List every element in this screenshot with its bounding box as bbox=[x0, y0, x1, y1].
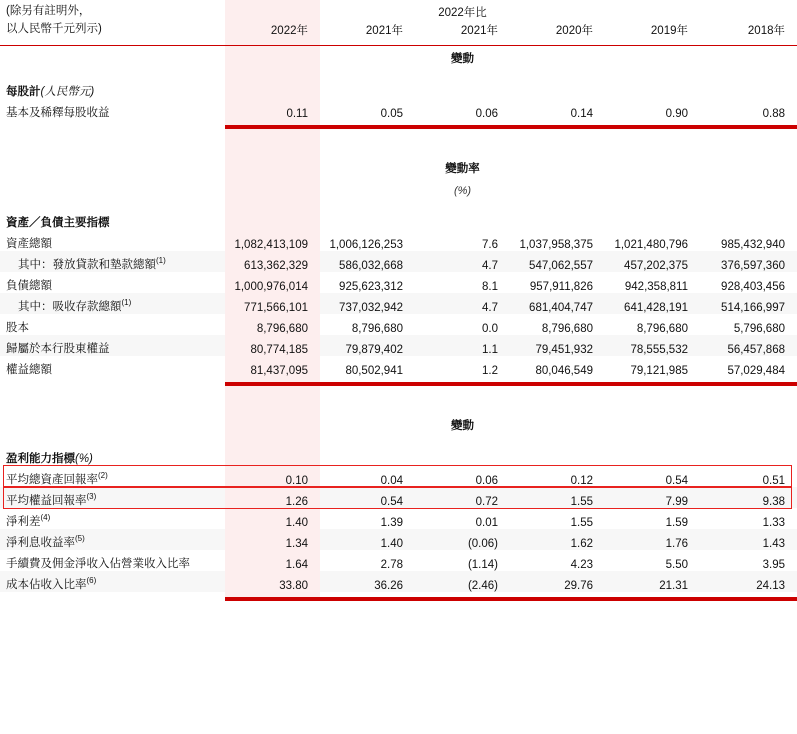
row-value-2018: 1.43 bbox=[762, 538, 785, 550]
row-label bbox=[0, 251, 225, 272]
row-value-2018: 985,432,940 bbox=[721, 239, 785, 251]
row-value-2022: 0.10 bbox=[225, 466, 320, 487]
sec0-hl bbox=[225, 78, 320, 99]
spacer-a-2 bbox=[415, 66, 510, 78]
row-value-2018: 3.95 bbox=[762, 559, 785, 571]
change-band-row-1 bbox=[0, 45, 797, 66]
row-label: 權益總額 bbox=[6, 364, 52, 376]
rule2-change bbox=[415, 377, 510, 386]
row-value-2021: 36.26 bbox=[374, 580, 403, 592]
sec1-b2 bbox=[415, 209, 510, 230]
rule1-2022 bbox=[225, 120, 320, 129]
spacer-d-hl bbox=[225, 386, 320, 412]
row-value-2022: 8,796,680 bbox=[225, 314, 320, 335]
header-ratio-label: 2022年比 bbox=[438, 7, 487, 19]
row-value-2020: 80,046,549 bbox=[535, 365, 593, 377]
col-header-ratio-2021: 2021年 bbox=[460, 25, 498, 37]
row-value-2020: 1.55 bbox=[570, 517, 593, 529]
row-value-2018: 24.13 bbox=[756, 580, 785, 592]
rule2-2018 bbox=[700, 377, 797, 386]
row-value-change: 4.7 bbox=[482, 260, 498, 272]
change-rate-blank2 bbox=[510, 155, 605, 176]
rule2-2020 bbox=[510, 377, 605, 386]
sec2-b4 bbox=[605, 445, 700, 466]
change-rate-blank3 bbox=[605, 155, 700, 176]
change-band-1-blank3 bbox=[605, 45, 700, 66]
row-value-2018: 514,166,997 bbox=[721, 302, 785, 314]
section-title-row-2 bbox=[0, 445, 797, 466]
row-label-text: 成本佔收入比率 bbox=[6, 579, 87, 591]
row-label bbox=[0, 508, 225, 529]
row-value-2022: 771,566,101 bbox=[225, 293, 320, 314]
sec0-b4 bbox=[605, 78, 700, 99]
row-value-2021: 586,032,668 bbox=[339, 260, 403, 272]
sec2-b1 bbox=[320, 445, 415, 466]
row-value-2020: 547,062,557 bbox=[529, 260, 593, 272]
row-value-change: 0.06 bbox=[475, 108, 498, 120]
change-label-1: 變動 bbox=[451, 53, 474, 65]
row-value-2022: 1,000,976,014 bbox=[225, 272, 320, 293]
row-label-footnote: (6) bbox=[86, 576, 97, 586]
table-row bbox=[0, 230, 797, 251]
row-label bbox=[0, 529, 225, 550]
spacer-c-hl bbox=[225, 197, 320, 209]
change-band-2-blank4 bbox=[700, 412, 797, 433]
row-value-2019: 8,796,680 bbox=[636, 323, 688, 335]
row-value-2020: 1.55 bbox=[570, 496, 593, 508]
row-label bbox=[0, 293, 225, 314]
change-rate-hl bbox=[225, 155, 320, 176]
row-label-text: 淨利息收益率 bbox=[6, 537, 75, 549]
row-label-text: 淨利差 bbox=[6, 516, 41, 528]
row-value-change: 8.1 bbox=[482, 281, 498, 293]
row-value-change: 0.06 bbox=[475, 475, 498, 487]
row-label: 資產總額 bbox=[6, 238, 52, 250]
header-blank-2018 bbox=[700, 0, 797, 22]
change-rate-band-row bbox=[0, 155, 797, 176]
row-label-text: 平均總資產回報率 bbox=[6, 474, 98, 486]
row-label-footnote: (4) bbox=[40, 513, 51, 523]
row-value-2021: 2.78 bbox=[380, 559, 403, 571]
rule3-change bbox=[415, 592, 510, 601]
table-row bbox=[0, 571, 797, 592]
sec2-hl bbox=[225, 445, 320, 466]
row-label-text: 其中：發放貸款和墊款總額 bbox=[18, 259, 156, 271]
section-title-0-suffix: (人民幣元) bbox=[40, 86, 95, 98]
row-value-2022: 33.80 bbox=[225, 571, 320, 592]
header-blank-2020 bbox=[510, 0, 605, 22]
spacer-c-4 bbox=[605, 197, 700, 209]
row-value-2019: 1.59 bbox=[665, 517, 688, 529]
row-value-2022: 81,437,095 bbox=[225, 356, 320, 377]
row-value-2019: 1.76 bbox=[665, 538, 688, 550]
table-row bbox=[0, 251, 797, 272]
row-value-2021: 0.04 bbox=[380, 475, 403, 487]
change-band-row-2 bbox=[0, 412, 797, 433]
header-note-line2: 以人民幣千元列示) bbox=[6, 23, 102, 35]
pct-note-blank4 bbox=[700, 176, 797, 197]
row-value-2021: 1,006,126,253 bbox=[329, 239, 403, 251]
rule3-2018 bbox=[700, 592, 797, 601]
change-band-1-hl bbox=[225, 45, 320, 66]
change-band-2-spacer bbox=[0, 412, 225, 433]
table-row bbox=[0, 335, 797, 356]
row-value-change: 1.1 bbox=[482, 344, 498, 356]
col-header-2018: 2018年 bbox=[747, 25, 785, 37]
table-row bbox=[0, 293, 797, 314]
row-value-2020: 0.12 bbox=[570, 475, 593, 487]
col-header-2019: 2019年 bbox=[650, 25, 688, 37]
row-value-change: (0.06) bbox=[467, 538, 498, 550]
row-label-text: 平均權益回報率 bbox=[6, 495, 87, 507]
col-header-2020: 2020年 bbox=[555, 25, 593, 37]
table-row bbox=[0, 550, 797, 571]
row-value-2020: 0.14 bbox=[570, 108, 593, 120]
table-row bbox=[0, 99, 797, 120]
section-title-row-1 bbox=[0, 209, 797, 230]
change-rate-blank1 bbox=[320, 155, 415, 176]
spacer-b-1 bbox=[320, 129, 415, 155]
group-rule-3 bbox=[0, 592, 797, 601]
group-rule-1 bbox=[0, 120, 797, 129]
row-label: 歸屬於本行股東權益 bbox=[6, 343, 110, 355]
spacer-e-4 bbox=[605, 433, 700, 445]
row-value-change: 0.0 bbox=[482, 323, 498, 335]
row-label-footnote: (1) bbox=[121, 298, 132, 308]
row-value-2020: 1,037,958,375 bbox=[519, 239, 593, 251]
section-title-2 bbox=[0, 445, 225, 466]
row-value-2019: 641,428,191 bbox=[624, 302, 688, 314]
rule3-2021 bbox=[320, 592, 415, 601]
spacer-e-hl bbox=[225, 433, 320, 445]
table-row bbox=[0, 356, 797, 377]
row-value-2018: 56,457,868 bbox=[727, 344, 785, 356]
sec1-hl bbox=[225, 209, 320, 230]
row-value-2018: 1.33 bbox=[762, 517, 785, 529]
spacer-d-label bbox=[0, 386, 225, 412]
section-title-0-text: 每股計 bbox=[6, 86, 41, 98]
sec2-b3 bbox=[510, 445, 605, 466]
spacer-row-b bbox=[0, 129, 797, 155]
row-label-footnote: (1) bbox=[156, 256, 166, 266]
row-value-2020: 681,404,747 bbox=[529, 302, 593, 314]
spacer-e-5 bbox=[700, 433, 797, 445]
row-label-footnote: (5) bbox=[75, 534, 85, 544]
spacer-a-5 bbox=[700, 66, 797, 78]
row-value-2018: 0.88 bbox=[762, 108, 785, 120]
row-value-2019: 457,202,375 bbox=[624, 260, 688, 272]
change-band-1-blank1 bbox=[320, 45, 415, 66]
table-row-highlighted bbox=[0, 466, 797, 487]
pct-note-blank1 bbox=[320, 176, 415, 197]
row-value-2020: 4.23 bbox=[570, 559, 593, 571]
spacer-d-1 bbox=[320, 386, 415, 412]
change-rate-spacer bbox=[0, 155, 225, 176]
rule1-2020 bbox=[510, 120, 605, 129]
spacer-b-5 bbox=[700, 129, 797, 155]
row-value-change: (2.46) bbox=[467, 580, 498, 592]
row-label: 負債總額 bbox=[6, 280, 52, 292]
pct-note-blank3 bbox=[605, 176, 700, 197]
rule2-2021 bbox=[320, 377, 415, 386]
spacer-row-d bbox=[0, 386, 797, 412]
sec1-b3 bbox=[510, 209, 605, 230]
spacer-c-5 bbox=[700, 197, 797, 209]
row-label-footnote: (2) bbox=[98, 471, 108, 481]
row-label bbox=[0, 487, 225, 508]
rule3-label bbox=[0, 592, 225, 601]
row-label: 股本 bbox=[6, 322, 29, 334]
row-value-2019: 79,121,985 bbox=[630, 365, 688, 377]
row-value-change: 0.72 bbox=[475, 496, 498, 508]
rule1-label bbox=[0, 120, 225, 129]
row-value-2018: 376,597,360 bbox=[721, 260, 785, 272]
rule1-2019 bbox=[605, 120, 700, 129]
sec0-b3 bbox=[510, 78, 605, 99]
header-note-line1: (除另有註明外， bbox=[6, 5, 91, 17]
sec0-b1 bbox=[320, 78, 415, 99]
table-row-highlighted bbox=[0, 487, 797, 508]
spacer-row-e bbox=[0, 433, 797, 445]
rule1-change bbox=[415, 120, 510, 129]
row-value-2018: 5,796,680 bbox=[733, 323, 785, 335]
row-value-2022: 1.64 bbox=[225, 550, 320, 571]
row-value-2019: 0.90 bbox=[665, 108, 688, 120]
row-value-2022: 613,362,329 bbox=[225, 251, 320, 272]
section-title-row-0 bbox=[0, 78, 797, 99]
change-band-2-hl bbox=[225, 412, 320, 433]
section-title-1 bbox=[0, 209, 225, 230]
spacer-a-label bbox=[0, 66, 225, 78]
spacer-e-2 bbox=[415, 433, 510, 445]
spacer-a-3 bbox=[510, 66, 605, 78]
change-band-1-blank4 bbox=[700, 45, 797, 66]
row-value-2022: 80,774,185 bbox=[225, 335, 320, 356]
group-rule-2 bbox=[0, 377, 797, 386]
row-value-change: 1.2 bbox=[482, 365, 498, 377]
spacer-e-1 bbox=[320, 433, 415, 445]
pct-note-blank2 bbox=[510, 176, 605, 197]
col-header-2022: 2022年 bbox=[225, 22, 320, 42]
row-value-2020: 1.62 bbox=[570, 538, 593, 550]
pct-note-spacer bbox=[0, 176, 225, 197]
row-value-2021: 925,623,312 bbox=[339, 281, 403, 293]
spacer-d-3 bbox=[510, 386, 605, 412]
row-label bbox=[0, 571, 225, 592]
sec2-b5 bbox=[700, 445, 797, 466]
row-label-text: 其中：吸收存款總額 bbox=[18, 301, 122, 313]
row-value-2021: 79,879,402 bbox=[345, 344, 403, 356]
table-row bbox=[0, 529, 797, 550]
sec1-b5 bbox=[700, 209, 797, 230]
rule3-2022 bbox=[225, 592, 320, 601]
row-value-change: 7.6 bbox=[482, 239, 498, 251]
row-value-2021: 80,502,941 bbox=[345, 365, 403, 377]
spacer-c-1 bbox=[320, 197, 415, 209]
row-value-2018: 9.38 bbox=[762, 496, 785, 508]
table-row bbox=[0, 314, 797, 335]
row-value-2022: 1.34 bbox=[225, 529, 320, 550]
row-value-2022: 1,082,413,109 bbox=[225, 230, 320, 251]
row-value-2022: 0.11 bbox=[225, 99, 320, 120]
spacer-c-label bbox=[0, 197, 225, 209]
row-value-2019: 1,021,480,796 bbox=[614, 239, 688, 251]
spacer-d-2 bbox=[415, 386, 510, 412]
section-title-1-text: 資產／負債主要指標 bbox=[6, 217, 110, 229]
row-value-2018: 0.51 bbox=[762, 475, 785, 487]
change-band-2-blank1 bbox=[320, 412, 415, 433]
row-label bbox=[0, 466, 225, 487]
header-row-top bbox=[0, 0, 797, 22]
spacer-a-hl bbox=[225, 66, 320, 78]
pct-note: (%) bbox=[453, 185, 472, 197]
section-title-2-text: 盈利能力指標 bbox=[6, 453, 75, 465]
sec1-b4 bbox=[605, 209, 700, 230]
sec1-b1 bbox=[320, 209, 415, 230]
spacer-a-4 bbox=[605, 66, 700, 78]
spacer-b-3 bbox=[510, 129, 605, 155]
header-blank-2022 bbox=[225, 0, 320, 22]
row-value-2021: 8,796,680 bbox=[351, 323, 403, 335]
sec0-b5 bbox=[700, 78, 797, 99]
pct-note-row bbox=[0, 176, 797, 197]
rule3-2019 bbox=[605, 592, 700, 601]
change-band-2-blank3 bbox=[605, 412, 700, 433]
section-title-0 bbox=[0, 78, 225, 99]
rule3-2020 bbox=[510, 592, 605, 601]
spacer-e-3 bbox=[510, 433, 605, 445]
row-value-change: 0.01 bbox=[475, 517, 498, 529]
row-value-2019: 5.50 bbox=[665, 559, 688, 571]
table-row bbox=[0, 272, 797, 293]
row-value-2019: 21.31 bbox=[659, 580, 688, 592]
row-value-2021: 1.39 bbox=[380, 517, 403, 529]
row-value-2018: 57,029,484 bbox=[727, 365, 785, 377]
row-value-2019: 78,555,532 bbox=[630, 344, 688, 356]
spacer-b-hl bbox=[225, 129, 320, 155]
spacer-a-1 bbox=[320, 66, 415, 78]
row-value-2019: 0.54 bbox=[665, 475, 688, 487]
spacer-c-2 bbox=[415, 197, 510, 209]
row-value-2018: 928,403,456 bbox=[721, 281, 785, 293]
row-value-2021: 0.05 bbox=[380, 108, 403, 120]
row-value-change: (1.14) bbox=[467, 559, 498, 571]
header-blank-2021 bbox=[320, 0, 415, 22]
row-value-2022: 1.26 bbox=[225, 487, 320, 508]
spacer-b-2 bbox=[415, 129, 510, 155]
spacer-row-c bbox=[0, 197, 797, 209]
change-band-1-blank2 bbox=[510, 45, 605, 66]
spacer-d-5 bbox=[700, 386, 797, 412]
rule1-2021 bbox=[320, 120, 415, 129]
row-value-2020: 957,911,826 bbox=[529, 281, 593, 293]
spacer-row-a bbox=[0, 66, 797, 78]
pct-note-hl bbox=[225, 176, 320, 197]
header-row-cols bbox=[0, 22, 797, 42]
change-rate-blank4 bbox=[700, 155, 797, 176]
spacer-c-3 bbox=[510, 197, 605, 209]
header-blank-2019 bbox=[605, 0, 700, 22]
spacer-b-4 bbox=[605, 129, 700, 155]
sec0-b2 bbox=[415, 78, 510, 99]
col-header-2021: 2021年 bbox=[365, 25, 403, 37]
table-row bbox=[0, 508, 797, 529]
change-rate-label: 變動率 bbox=[445, 163, 480, 175]
row-value-2021: 0.54 bbox=[380, 496, 403, 508]
row-value-2020: 29.76 bbox=[564, 580, 593, 592]
row-value-2020: 79,451,932 bbox=[535, 344, 593, 356]
row-label: 手續費及佣金淨收入佔營業收入比率 bbox=[6, 558, 190, 570]
sec2-b2 bbox=[415, 445, 510, 466]
row-label-footnote: (3) bbox=[86, 492, 97, 502]
rule2-2019 bbox=[605, 377, 700, 386]
row-value-2019: 942,358,811 bbox=[624, 281, 688, 293]
row-value-2021: 737,032,942 bbox=[339, 302, 403, 314]
rule1-2018 bbox=[700, 120, 797, 129]
spacer-b-label bbox=[0, 129, 225, 155]
rule2-2022 bbox=[225, 377, 320, 386]
section-title-2-suffix: (%) bbox=[75, 453, 93, 465]
row-value-2020: 8,796,680 bbox=[541, 323, 593, 335]
rule2-label bbox=[0, 377, 225, 386]
row-value-2022: 1.40 bbox=[225, 508, 320, 529]
row-value-2019: 7.99 bbox=[665, 496, 688, 508]
spacer-d-4 bbox=[605, 386, 700, 412]
spacer-e-label bbox=[0, 433, 225, 445]
row-value-2021: 1.40 bbox=[380, 538, 403, 550]
row-label: 基本及稀釋每股收益 bbox=[6, 107, 110, 119]
row-value-change: 4.7 bbox=[482, 302, 498, 314]
change-label-2: 變動 bbox=[451, 420, 474, 432]
change-band-1-spacer bbox=[0, 45, 225, 66]
change-band-2-blank2 bbox=[510, 412, 605, 433]
